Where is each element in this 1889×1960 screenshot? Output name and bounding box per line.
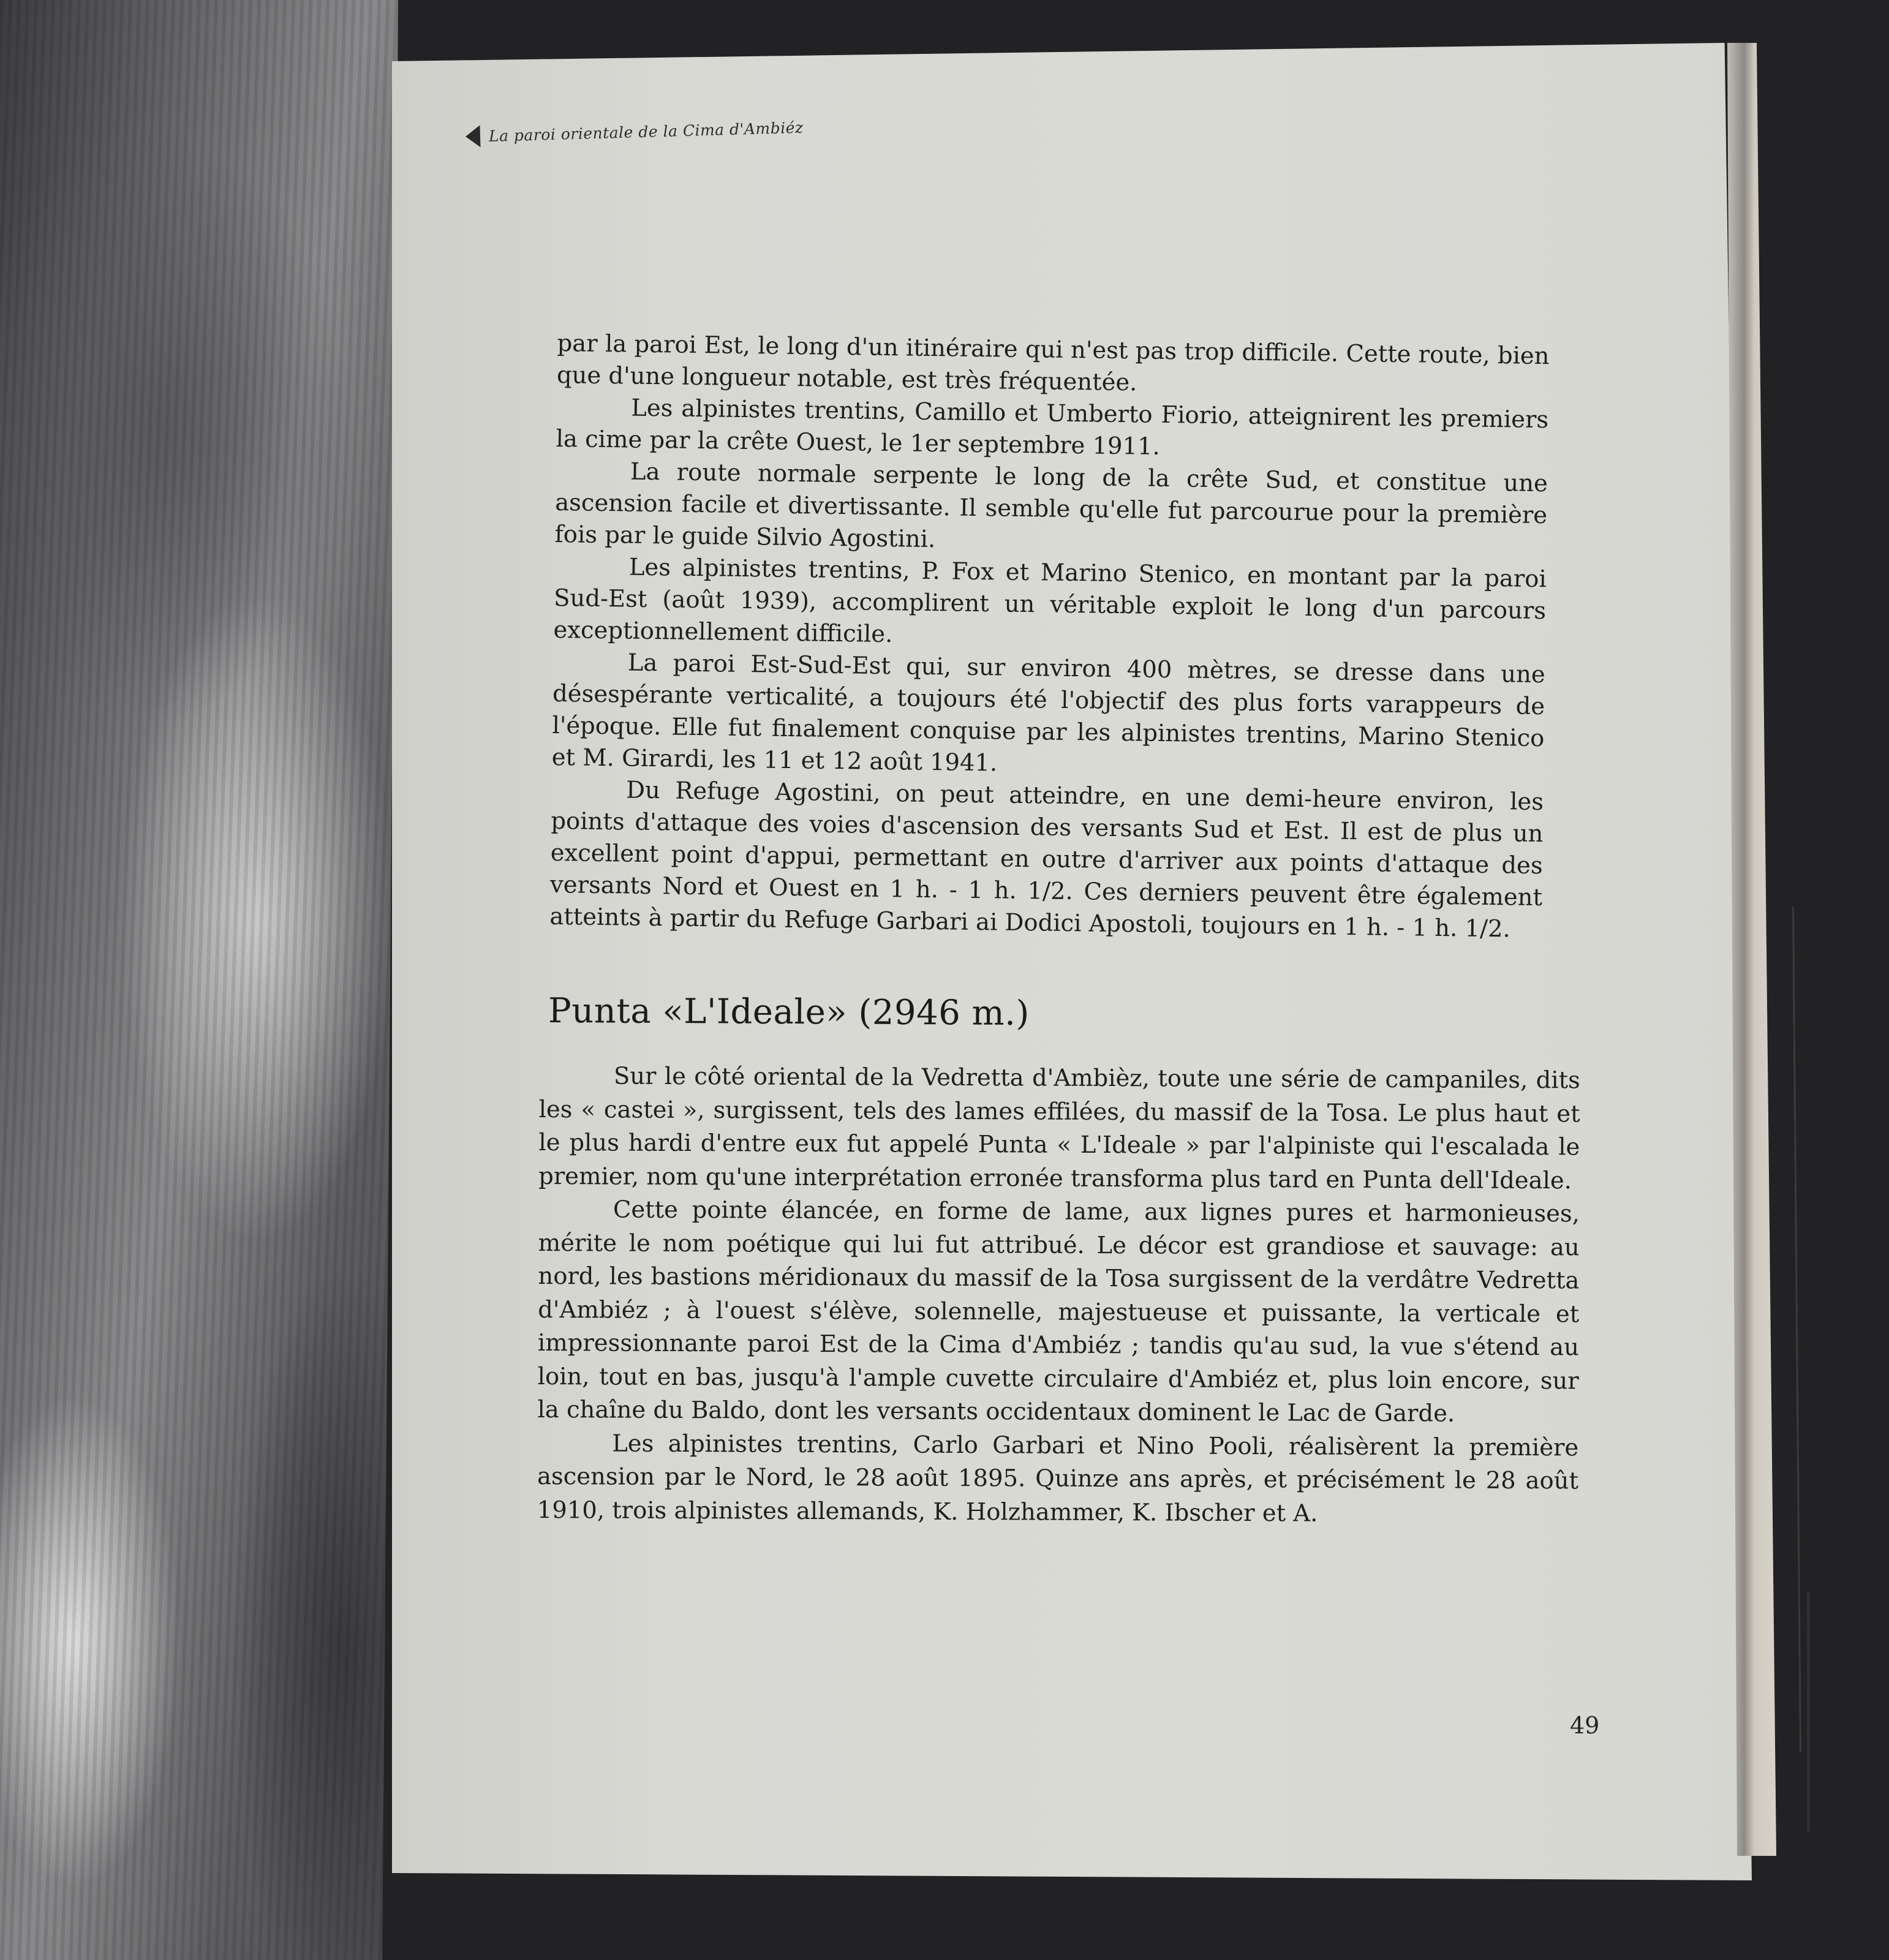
paragraph: Sur le côté oriental de la Vedretta d'Ambièz, toute une série de campaniles, dits les « castei », surgissent, tels des lames effilées, du massif de la Tosa. Le plus haut et le plus hardi d'entre eux fut appelé Punta « L'Ideale » par l'alpiniste qui l'escalada le premier, nom qu'une interprétation erronée transforma plus tard en Punta dell'Ideale.: [538, 1062, 1580, 1194]
page-edge-line: [1807, 1593, 1810, 1831]
paragraph: La route normale serpente le long de la crête Sud, et constitue une ascension facile et divertissante. Il semble qu'elle fut parcourue pour la première fois par le guide Silvio Agostini.: [554, 458, 1548, 554]
paragraph: Cette pointe élancée, en forme de lame, aux lignes pures et harmonieuses, mérite le nom poétique qui lui fut attribué. Le décor est grandiose et sauvage: au nord, les bastions méridionaux du massif de la Tosa surgissent de la verdâtre Vedretta d'Ambiéz ; à l'ouest s'élève, solennelle, majestueuse et puissante, la verticale et impressionnante paroi Est de la Cima d'Ambiéz ; tandis qu'au sud, la vue s'étend au loin, tout en bas, jusqu'à l'ample cuvette circulaire d'Ambiéz et, plus loin encore, sur la chaîne du Baldo, dont les versants occidentaux dominent le Lac de Garde.: [537, 1196, 1580, 1428]
page-number: 49: [1570, 1712, 1600, 1739]
paragraph: Les alpinistes trentins, Carlo Garbari et Nino Pooli, réalisèrent la première ascension par le Nord, le 28 août 1895. Quinze ans après, et précisément le 28 août 1910, trois alpinistes allemands, K. Holzhammer, K. Ibscher et A.: [537, 1430, 1579, 1528]
paragraph: par la paroi Est, le long d'un itinéraire qui n'est pas trop difficile. Cette route, bien que d'une longueur notable, est très fréquentée.: [556, 329, 1550, 397]
text-section-1: [549, 328, 1550, 946]
paragraph: La paroi Est-Sud-Est qui, sur environ 400 mètres, se dresse dans une désespérante verticalité, a toujours été l'objectif des plus forts varappeurs de l'époque. Elle fut finalement conquise par les alpinistes trentins, Marino Stenico et M. Girardi, les 11 et 12 août 1941.: [551, 649, 1546, 777]
mountain-photograph: [0, 0, 398, 1960]
paragraph: Du Refuge Agostini, on peut atteindre, en une demi-heure environ, les points d'attaque des voies d'ascension des versants Sud et Est. Il est de plus un excellent point d'appui, permettant en outre d'arriver aux points d'attaque des versants Nord et Ouest en 1 h. - 1 h. 1/2. Ces derniers peuvent être également atteints à partir du Refuge Garbari ai Dodici Apostoli, toujours en 1 h. - 1 h. 1/2.: [549, 776, 1544, 943]
section-heading: Punta «L'Ideale» (2946 m.): [548, 990, 1030, 1034]
triangle-left-icon: [465, 125, 480, 148]
text-section-2: [537, 1060, 1580, 1531]
running-head-text: La paroi orientale de la Cima d'Ambiéz: [488, 118, 804, 145]
paragraph: Les alpinistes trentins, P. Fox et Marino Stenico, en montant par la paroi Sud-Est (août 1939), accomplirent un véritable exploit le long d'un parcours exceptionnellement difficile.: [553, 553, 1547, 649]
paragraph: Les alpinistes trentins, Camillo et Umberto Fiorio, atteignirent les premiers la cime par la crête Ouest, le 1er septembre 1911.: [556, 394, 1549, 461]
page-edge-line: [1792, 907, 1801, 1752]
book-page: [392, 43, 1752, 1880]
